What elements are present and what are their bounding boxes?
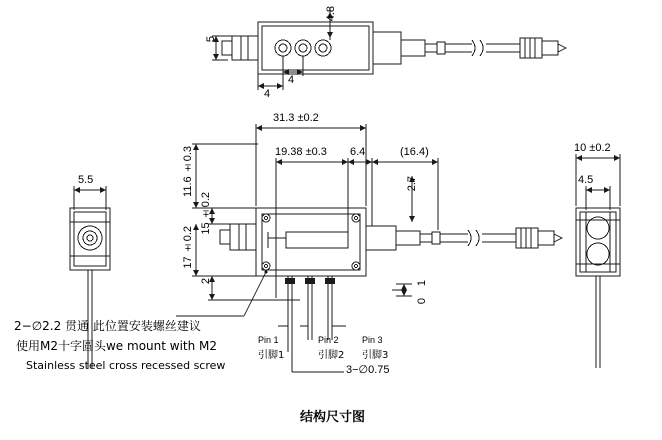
left-side-view-body: [70, 208, 110, 270]
dim-19p38-label: 19.38 ±0.3: [275, 146, 327, 158]
top-view-left-block: [232, 36, 258, 60]
dim-5p5-label: 5.5: [78, 174, 94, 186]
right-side-view-body: [576, 208, 620, 276]
dim-4-mid-label: 4: [288, 74, 295, 86]
front-view-body: [256, 208, 366, 276]
note-line-1: 2−∅2.2 贯通 此位置安装螺丝建议: [14, 319, 201, 333]
pin1-label: Pin 1: [258, 335, 279, 345]
front-view-left-block: [230, 224, 256, 250]
pin3-label-cn: 引脚3: [362, 350, 389, 361]
dim-4p5-label: 4.5: [578, 174, 594, 186]
dim-15-label: 15 ±0.2: [200, 192, 212, 235]
dim-17-label: 17 ±0.2: [182, 226, 194, 269]
note-line-3: Stainless steel cross recessed screw: [26, 359, 226, 372]
figure-title: 结构尺寸图: [300, 410, 366, 425]
dim-2-label: 2: [200, 278, 212, 285]
pin2-label-cn: 引脚2: [318, 350, 345, 361]
dim-2p7-label: 2.7: [406, 176, 418, 192]
top-view-right-block: [373, 32, 401, 64]
pin-hole-note: 3−∅0.75: [346, 364, 390, 376]
pin3-label: Pin 3: [362, 335, 383, 345]
note-line-2: 使用M2十字圆头we mount with M2: [16, 339, 218, 353]
dim-5-label: 5: [205, 36, 217, 43]
dim-16p4-label: (16.4): [400, 146, 429, 158]
dim-4p8-label: 4.8: [325, 6, 337, 22]
dim-4-left-label: 4: [264, 88, 271, 100]
pin2-label: Pin 2: [318, 335, 339, 345]
dim-11p6-label: 11.6 ±0.3: [182, 146, 194, 197]
dim-0-label: 0: [416, 298, 428, 305]
dim-31p3-label: 31.3 ±0.2: [273, 112, 319, 124]
pin1-label-cn: 引脚1: [258, 350, 285, 361]
dim-10-label: 10 ±0.2: [574, 142, 611, 154]
dim-6p4-label: 6.4: [350, 146, 366, 158]
dim-1-label: 1: [416, 280, 428, 287]
